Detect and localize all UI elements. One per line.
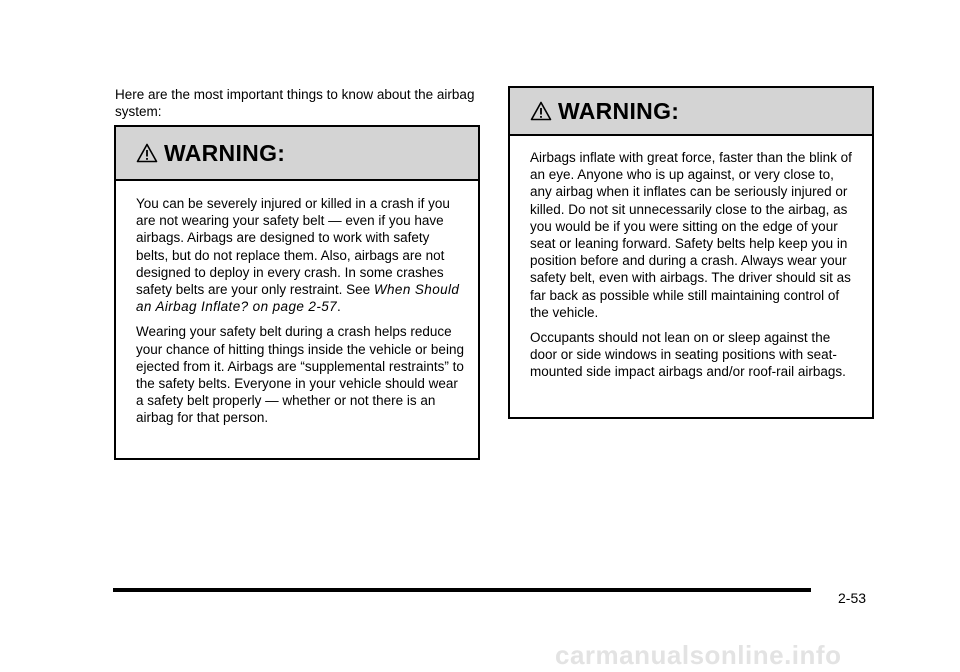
warning-box-airbag-force bbox=[508, 86, 874, 419]
warning-paragraph: You can be severely injured or killed in a crash if you are not wearing your safety belt — even if you have airbags. Airbags are designed to work with safety belts, but do not replace them. Also, airbags are not designed to deploy in every crash. In some crashes safety belts are your only restraint. See When Should an Airbag Inflate? on page 2-57. bbox=[136, 196, 460, 315]
warning-header bbox=[116, 127, 478, 181]
page-number: 2-53 bbox=[838, 590, 867, 606]
warning-header bbox=[510, 88, 872, 136]
warning-title: WARNING: bbox=[558, 97, 680, 124]
warning-triangle-icon bbox=[530, 101, 552, 121]
cross-reference-link[interactable]: When Should an Airbag Inflate? on page 2-57 bbox=[136, 282, 460, 315]
warning-body bbox=[510, 136, 872, 381]
watermark-text: carmanualsonline.info bbox=[555, 640, 842, 670]
warning-title: WARNING: bbox=[164, 139, 286, 166]
warning-body bbox=[116, 181, 478, 427]
footer-rule bbox=[113, 588, 811, 592]
warning-paragraph: Airbags inflate with great force, faster than the blink of an eye. Anyone who is up against, or very close to, any airbag when it inflates can be seriously injured or killed. Do not sit unnecessarily close to the airbag, as you would be if you were sitting on the edge of your seat or leaning forward. Safety belts help keep you in position before and during a crash. Always wear your safety belt, even with airbags. The driver should sit as far back as possible while still maintaining control of the vehicle. bbox=[530, 150, 852, 320]
warning-triangle-icon bbox=[136, 143, 158, 163]
warning-paragraph: Wearing your safety belt during a crash helps reduce your chance of hitting things inside the vehicle or being ejected from it. Airbags are “supplemental restraints” to the safety belts. Everyone in your vehicle should wear a safety belt properly — whether or not there is an airbag for that person. bbox=[136, 324, 464, 426]
warning-box-seatbelt bbox=[114, 125, 480, 460]
warning-paragraph: Occupants should not lean on or sleep against the door or side windows in seating positions with seat-mounted side impact airbags and/or roof-rail airbags. bbox=[530, 330, 846, 380]
intro-text: Here are the most important things to know about the airbag system: bbox=[115, 87, 475, 119]
